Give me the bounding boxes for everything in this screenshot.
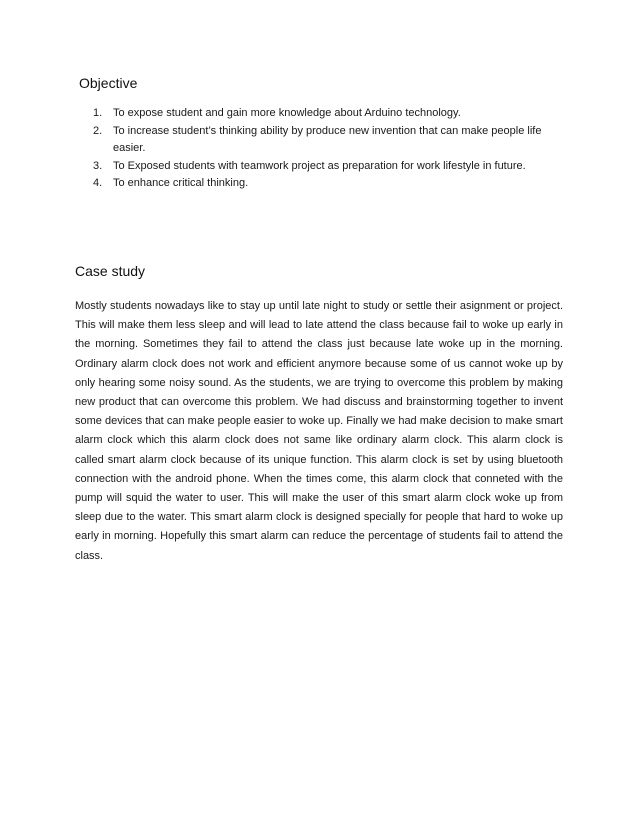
case-study-paragraph: Mostly students nowadays like to stay up until late night to study or settle their asignment or project. This will make them less sleep and will lead to late attend the class because fail to woke up early in the morning. Sometimes they fail to attend the class just because late woke up in the morning. Ordinary alarm clock does not work and efficient anymore because some of us cannot woke up by only hearing some noisy sound. As the students, we are trying to overcome this problem by making new product that can overcome this problem. We had discuss and brainstorming together to invent some devices that can make people easier to woke up. Finally we had make decision to make smart alarm clock which this alarm clock does not same like ordinary alarm clock. This alarm clock is called smart alarm clock because of its unique function. This alarm clock is set by using bluetooth connection with the android phone. When the times come, this alarm clock that conneted with the pump will squid the water to user. This will make the user of this smart alarm clock woke up from sleep due to the water. This smart alarm clock is designed specially for people that hard to woke up early in morning. Hopefully this smart alarm can reduce the percentage of students fail to attend the class.: [75, 300, 563, 562]
objective-item-1: [93, 105, 563, 123]
objective-heading: Objective: [79, 75, 138, 91]
case-study-heading: Case study: [75, 263, 146, 279]
objective-item-number: 4.: [93, 177, 103, 189]
objective-item-4: [93, 175, 563, 193]
objective-item-number: 3.: [93, 159, 103, 172]
objective-item-text: To Exposed students with teamwork project as preparation for work lifestyle in future.: [113, 159, 526, 172]
objective-item-3: [93, 158, 563, 176]
objective-item-text: To enhance critical thinking.: [113, 177, 249, 189]
objective-item-text: To expose student and gain more knowledge about Arduino technology.: [113, 107, 461, 119]
objective-list: [93, 105, 563, 193]
objective-item-text: To increase student’s thinking ability by produce new invention that can make people life easier.: [113, 124, 542, 154]
objective-item-2: [93, 123, 563, 158]
objective-item-number: 1.: [93, 107, 103, 119]
objective-item-number: 2.: [93, 124, 103, 137]
